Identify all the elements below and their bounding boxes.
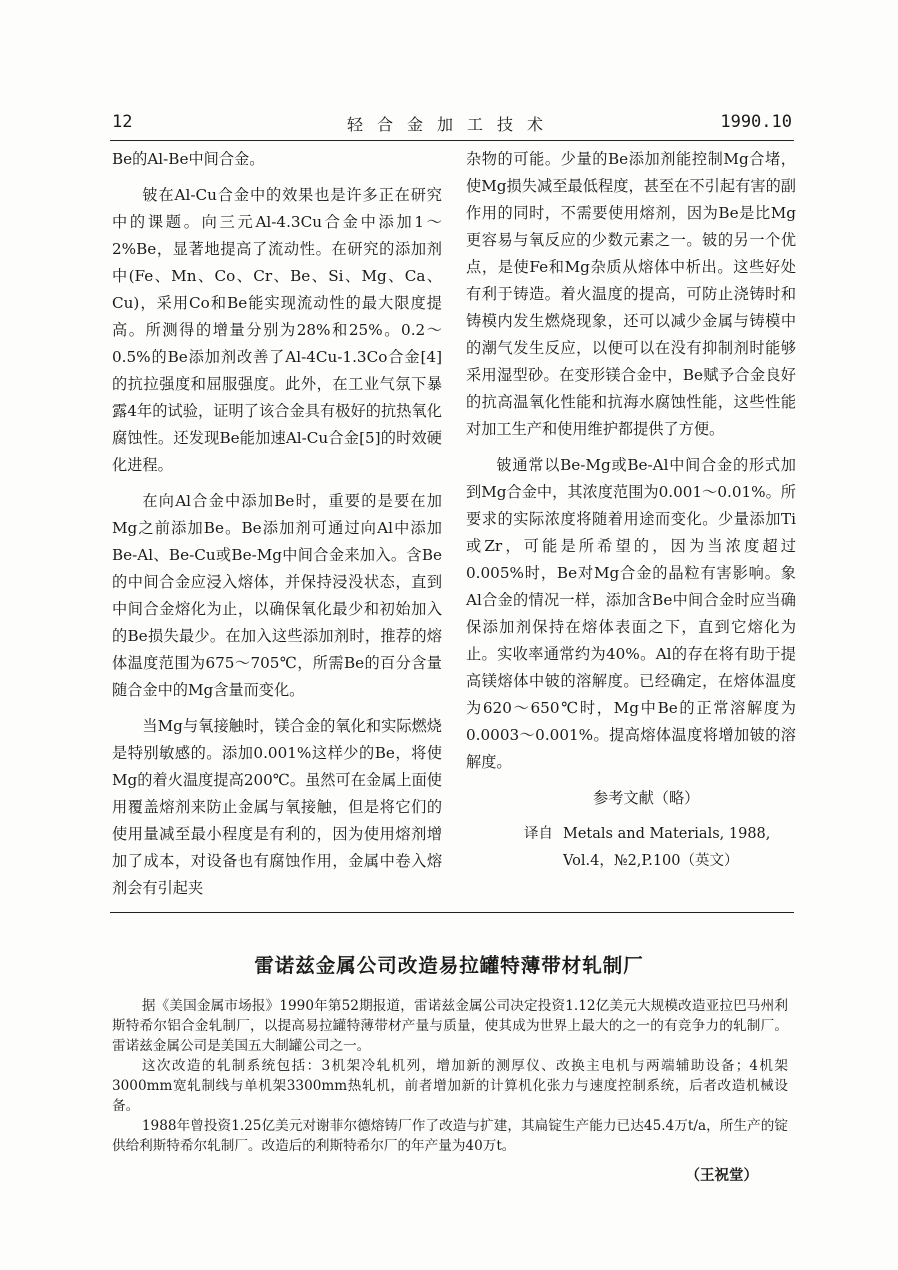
source-label: 译自 xyxy=(524,826,553,842)
section-rule xyxy=(110,912,794,913)
article-author: （王祝堂） xyxy=(685,1167,758,1184)
paragraph: Be的Al-Be中间合金。 xyxy=(112,150,265,168)
header-rule xyxy=(110,140,794,141)
journal-title: 轻合金加工技术 xyxy=(346,115,557,134)
paragraph: 当Mg与氧接触时，镁合金的氧化和实际燃烧是特别敏感的。添加0.001%这样少的Be，将使Mg的着火温度提高200℃。虽然可在金属上面使用覆盖熔剂来防止金属与氧接触，但是将它们的使用量减至最小程度是有利的，因为使用熔剂增加了成本，对设备也有腐蚀作用，金属中卷入熔剂会有引起夹 xyxy=(112,717,442,897)
paragraph: 在向Al合金中添加Be时，重要的是要在加Mg之前添加Be。Be添加剂可通过向Al中添加Be-Al、Be-Cu或Be-Mg中间合金来加入。含Be的中间合金应浸入熔体，并保持浸没状态，直到中间合金熔化为止，以确保氧化最少和初始加入的Be损失最少。在加入这些添加剂时，推荐的熔体温度范围为675～705℃，所需Be的百分含量随合金中的Mg含量而变化。 xyxy=(112,492,442,699)
paragraph: 铍在Al-Cu合金中的效果也是许多正在研究中的课题。向三元Al-4.3Cu合金中添加1～2%Be，显著地提高了流动性。在研究的添加剂中(Fe、Mn、Co、Cr、Be、Si、Mg、Ca、Cu)，采用Co和Be能实现流动性的最大限度提高。所测得的增量分别为28%和25%。0.2～0.5%的Be添加剂改善了Al-4Cu-1.3Co合金[4]的抗拉强度和屈服强度。此外，在工业气氛下暴露4年的试验，证明了该合金具有极好的抗热氧化腐蚀性。还发现Be能加速Al-Cu合金[5]的时效硬化进程。 xyxy=(112,186,442,474)
running-header xyxy=(112,112,792,138)
paragraph: 据《美国金属市场报》1990年第52期报道，雷诺兹金属公司决定投资1.12亿美元大规模改造亚拉巴马州利斯特希尔铝合金轧制厂，以提高易拉罐特薄带材产量与质量，使其成为世界上最大的之一的有竞争力的轧制厂。雷诺兹金属公司是美国五大制罐公司之一。 xyxy=(112,998,788,1054)
source-line-1: Metals and Materials, 1988, xyxy=(563,826,771,842)
paragraph: 铍通常以Be-Mg或Be-Al中间合金的形式加到Mg合金中，其浓度范围为0.001～0.01%。所要求的实际浓度将随着用途而变化。少量添加Ti或Zr，可能是所希望的，因为当浓度超过0.005%时，Be对Mg合金的晶粒有害影响。象Al合金的情况一样，添加含Be中间合金时应当确保添加剂保持在熔体表面之下，直到它熔化为止。实收率通常约为40%。Al的存在将有助于提高镁熔体中铍的溶解度。已经确定，在熔体温度为620～650℃时，Mg中Be的正常溶解度为0.0003～0.001%。提高熔体温度将增加铍的溶解度。 xyxy=(466,456,796,771)
paragraph: 杂物的可能。少量的Be添加剂能控制Mg合堵，使Mg损失减至最低程度，甚至在不引起有害的副作用的同时，不需要使用熔剂，因为Be是比Mg更容易与氧反应的少数元素之一。铍的另一个优点，是使Fe和Mg杂质从熔体中析出。这些好处有利于铸造。着火温度的提高，可防止浇铸时和铸模内发生燃烧现象，还可以减少金属与铸模中的潮气发生反应，以便可以在没有抑制剂时能够采用湿型砂。在变形镁合金中，Be赋予合金良好的抗高温氧化性能和抗海水腐蚀性能，这些性能对加工生产和使用维护都提供了方便。 xyxy=(466,150,796,438)
paragraph: 1988年曾投资1.25亿美元对谢菲尔德熔铸厂作了改造与扩建，其扁锭生产能力已达45.4万t/a，所生产的锭供给利斯特希尔轧制厂。改造后的利斯特希尔厂的年产量为40万t。 xyxy=(112,1118,788,1154)
paragraph: 这次改造的轧制系统包括：3机架冷轧机列，增加新的测厚仪、改换主电机与两端辅助设备；4机架3000mm宽轧制线与单机架3300mm热轧机，前者增加新的计算机化张力与速度控制系统，后者改造机械设备。 xyxy=(112,1058,788,1114)
page-number: 12 xyxy=(112,112,133,132)
source-reference xyxy=(466,821,796,875)
article-title: 雷诺兹金属公司改造易拉罐特薄带材轧制厂 xyxy=(254,954,644,977)
references-heading: 参考文献（略） xyxy=(593,789,700,807)
source-line-2: Vol.4，№2,P.100（英文） xyxy=(563,853,739,869)
right-column xyxy=(466,146,796,875)
left-column xyxy=(112,146,442,902)
news-article xyxy=(112,996,788,1186)
issue-date: 1990.10 xyxy=(720,112,792,132)
